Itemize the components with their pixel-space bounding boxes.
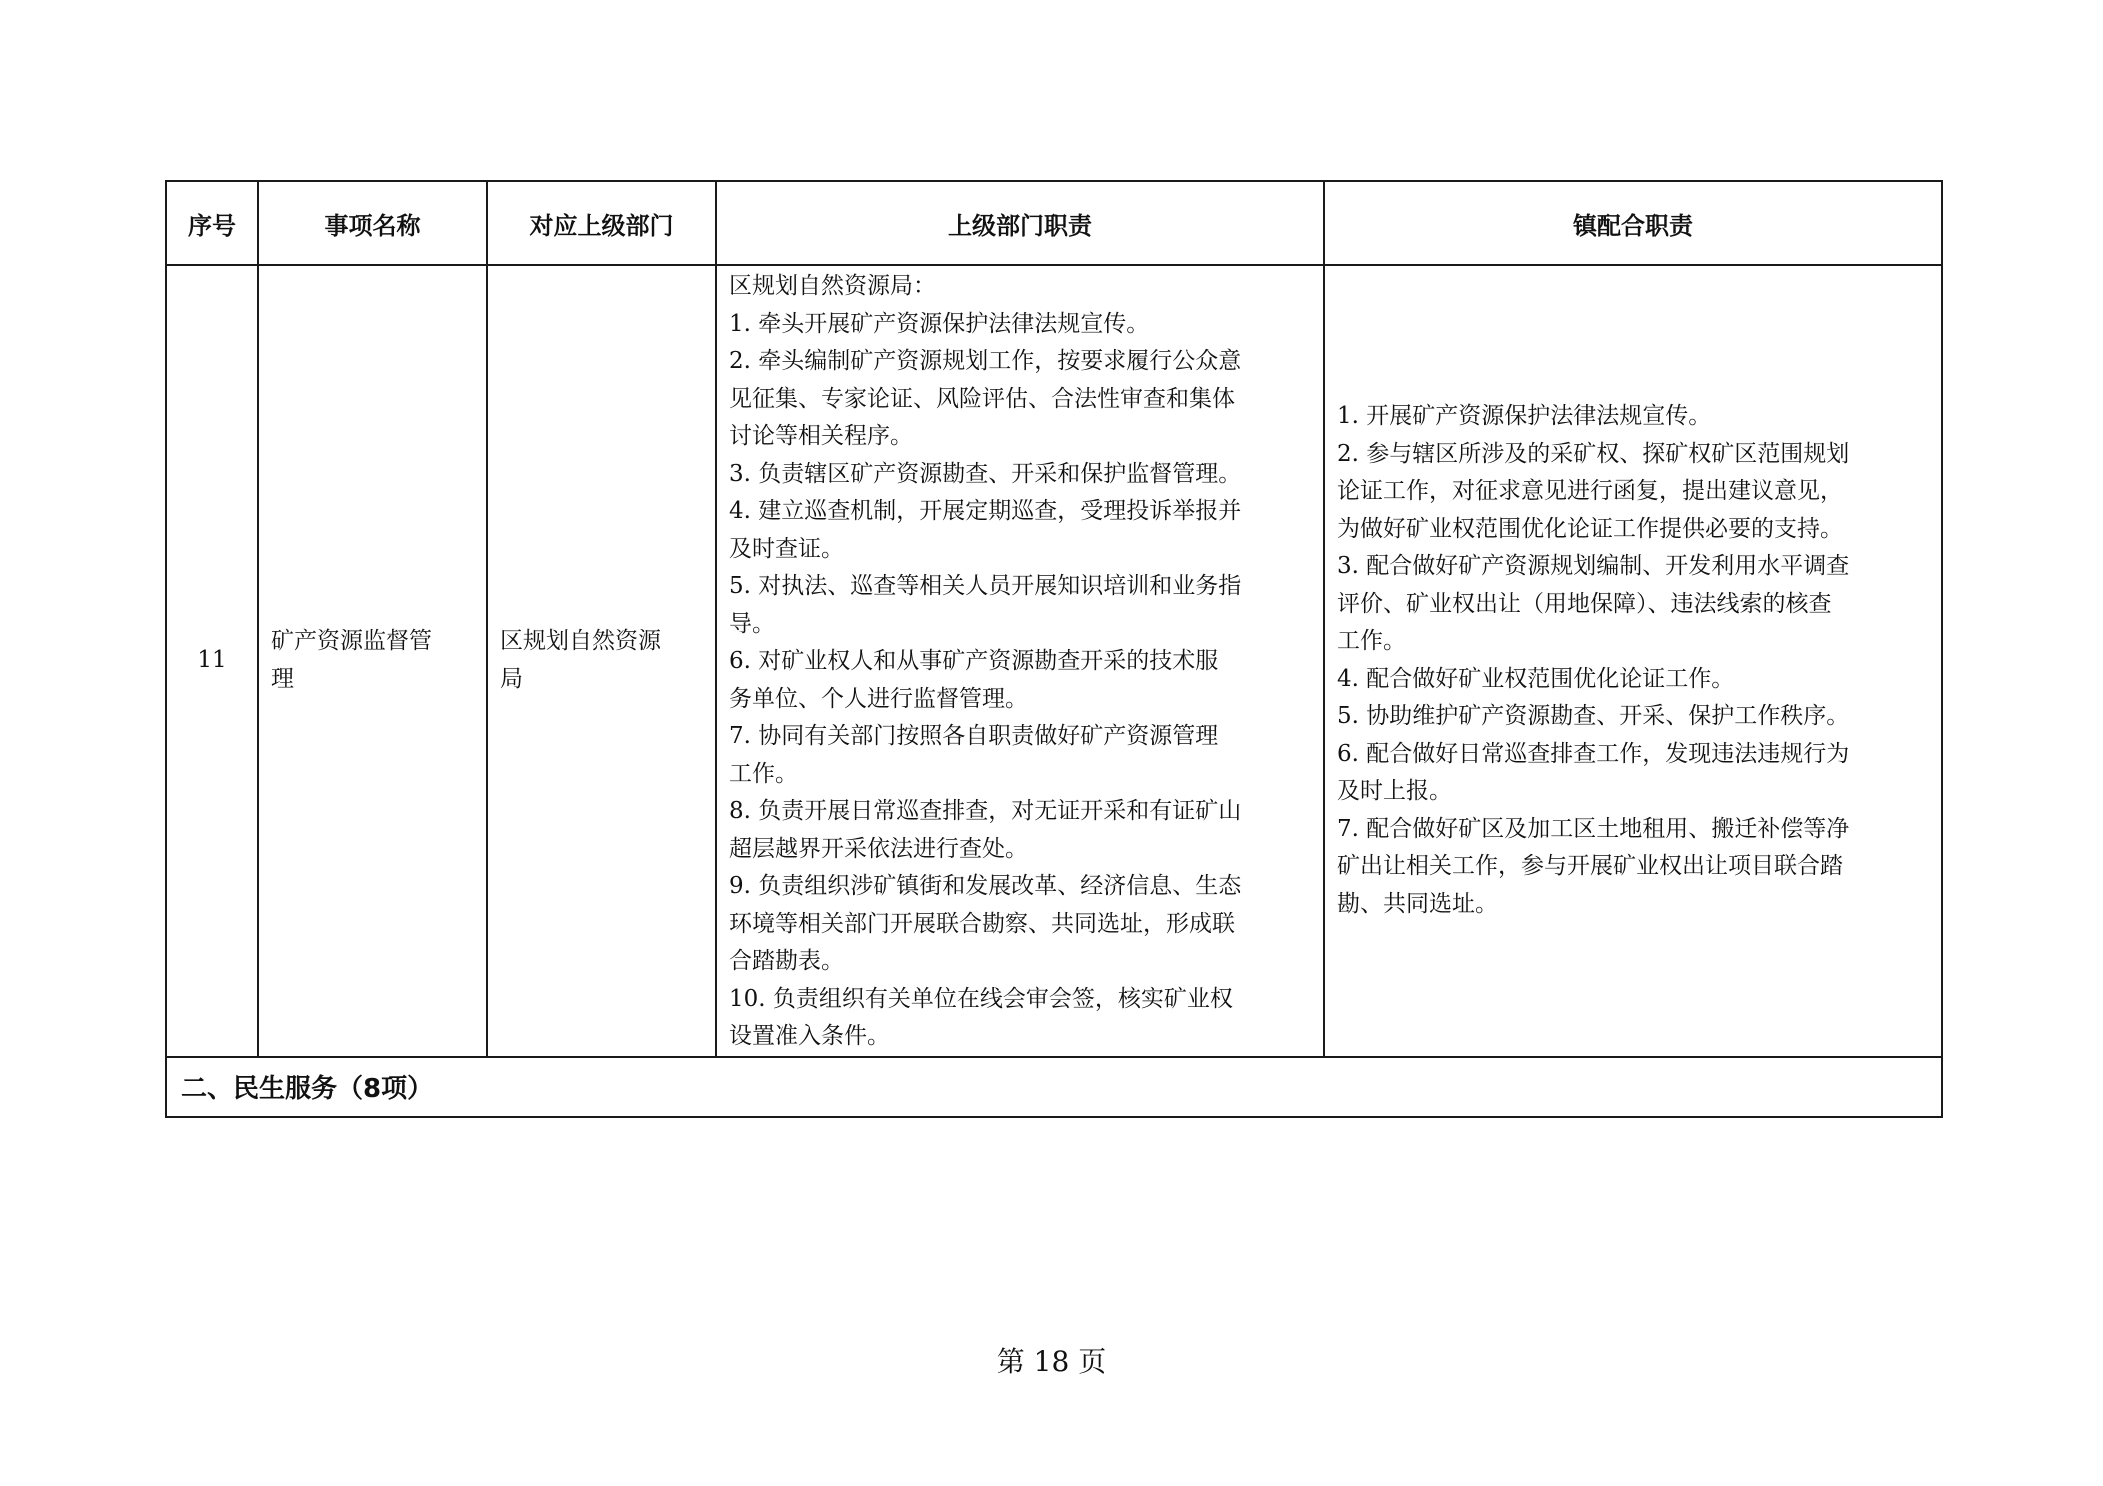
header-superior-duties: 上级部门职责 [716, 181, 1324, 265]
superior-duty-line: 区规划自然资源局： [729, 273, 936, 299]
cell-superior-department [487, 265, 716, 1057]
superior-duty-line: 环境等相关部门开展联合勘察、共同选址，形成联 [729, 910, 1235, 937]
superior-duty-line: 务单位、个人进行监督管理。 [729, 685, 1028, 712]
cell-item-name [258, 265, 487, 1057]
superior-duty-line: 4. 建立巡查机制，开展定期巡查，受理投诉举报并 [729, 498, 1242, 524]
duties-table [165, 180, 1943, 1118]
section-heading: 二、民生服务（8项） [166, 1057, 1942, 1117]
superior-duty-line: 3. 负责辖区矿产资源勘查、开采和保护监督管理。 [729, 460, 1242, 487]
department-line: 区规划自然资源 [500, 628, 661, 655]
superior-duty-line: 合踏勘表。 [729, 948, 844, 974]
town-duty-line: 为做好矿业权范围优化论证工作提供必要的支持。 [1337, 515, 1843, 542]
superior-duty-line: 9. 负责组织涉矿镇街和发展改革、经济信息、生态 [729, 873, 1242, 899]
town-duty-line: 及时上报。 [1337, 778, 1452, 805]
item-name-line: 理 [271, 665, 294, 692]
cell-town-duties [1324, 265, 1942, 1057]
superior-duty-line: 6. 对矿业权人和从事矿产资源勘查开采的技术服 [729, 648, 1219, 674]
cell-serial-number: 11 [166, 265, 258, 1057]
header-serial-number: 序号 [166, 181, 258, 265]
cell-superior-duties [716, 265, 1324, 1057]
header-town-duties: 镇配合职责 [1324, 181, 1942, 265]
superior-duty-line: 讨论等相关程序。 [729, 423, 913, 449]
town-duty-line: 勘、共同选址。 [1337, 890, 1498, 917]
page-number: 第 18 页 [996, 1345, 1107, 1378]
town-duty-line: 评价、矿业权出让（用地保障）、违法线索的核查 [1337, 590, 1832, 617]
superior-duty-line: 8. 负责开展日常巡查排查，对无证开采和有证矿山 [729, 798, 1242, 824]
table-row [166, 265, 1942, 1057]
town-duty-line: 4. 配合做好矿业权范围优化论证工作。 [1337, 665, 1735, 692]
town-duty-line: 工作。 [1337, 628, 1406, 655]
table-header-row [166, 181, 1942, 265]
superior-duty-line: 5. 对执法、巡查等相关人员开展知识培训和业务指 [729, 573, 1242, 599]
town-duty-line: 7. 配合做好矿区及加工区土地租用、搬迁补偿等净 [1337, 815, 1850, 842]
town-duty-line: 论证工作，对征求意见进行函复，提出建议意见， [1337, 478, 1843, 505]
superior-duty-line: 见征集、专家论证、风险评估、合法性审查和集体 [729, 385, 1235, 412]
superior-duty-line: 工作。 [729, 760, 798, 787]
superior-duty-line: 2. 牵头编制矿产资源规划工作，按要求履行公众意 [729, 348, 1242, 374]
superior-duty-line: 1. 牵头开展矿产资源保护法律法规宣传。 [729, 310, 1150, 337]
superior-duty-line: 导。 [729, 610, 775, 637]
section-heading-row [166, 1057, 1942, 1117]
item-name-line: 矿产资源监督管 [271, 628, 432, 655]
town-duty-line: 3. 配合做好矿产资源规划编制、开发利用水平调查 [1337, 553, 1850, 580]
town-duty-line: 6. 配合做好日常巡查排查工作，发现违法违规行为 [1337, 740, 1850, 767]
superior-duty-line: 超层越界开采依法进行查处。 [729, 835, 1028, 862]
superior-duty-line: 7. 协同有关部门按照各自职责做好矿产资源管理 [729, 723, 1219, 749]
town-duty-line: 2. 参与辖区所涉及的采矿权、探矿权矿区范围规划 [1337, 440, 1850, 467]
department-line: 局 [500, 665, 523, 692]
header-item-name: 事项名称 [258, 181, 487, 265]
town-duty-line: 1. 开展矿产资源保护法律法规宣传。 [1337, 403, 1712, 430]
town-duty-line: 5. 协助维护矿产资源勘查、开采、保护工作秩序。 [1337, 703, 1850, 730]
header-superior-department: 对应上级部门 [487, 181, 716, 265]
superior-duty-line: 及时查证。 [729, 535, 844, 562]
superior-duty-line: 设置准入条件。 [729, 1023, 890, 1049]
superior-duty-line: 10. 负责组织有关单位在线会审会签，核实矿业权 [729, 985, 1233, 1012]
town-duty-line: 矿出让相关工作，参与开展矿业权出让项目联合踏 [1337, 853, 1843, 880]
